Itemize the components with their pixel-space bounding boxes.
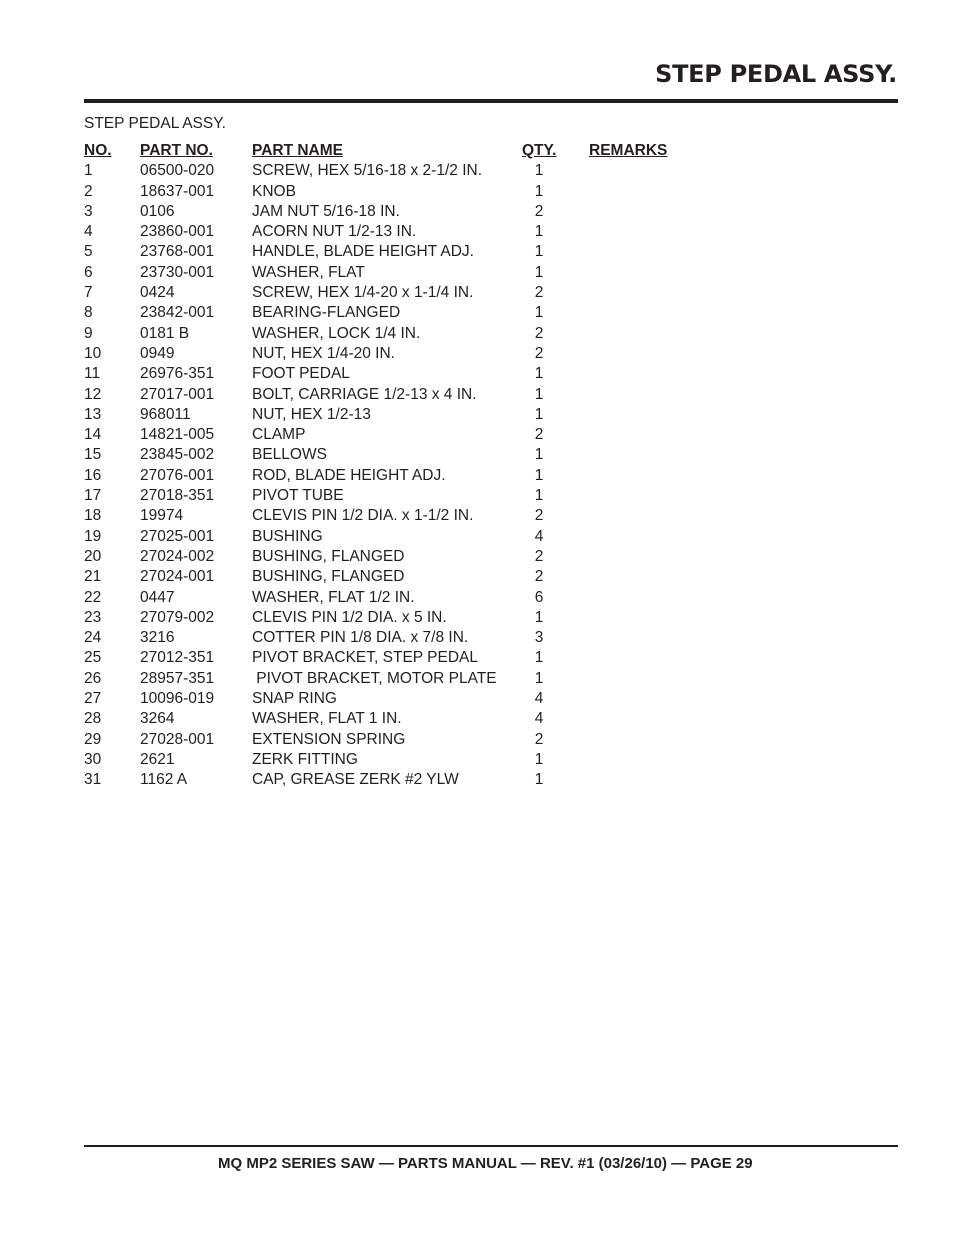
table-row — [84, 222, 684, 242]
cell-no: 22 — [84, 588, 102, 606]
cell-no: 9 — [84, 324, 93, 342]
table-row — [84, 344, 684, 364]
cell-part-no: 27025-001 — [140, 527, 215, 545]
cell-part-no: 23768-001 — [140, 243, 215, 261]
column-header-remarks: REMARKS — [589, 142, 668, 159]
cell-no: 29 — [84, 730, 102, 748]
cell-part-no: 18637-001 — [140, 182, 215, 200]
cell-qty: 2 — [534, 547, 544, 565]
cell-no: 14 — [84, 426, 102, 444]
cell-no: 18 — [84, 507, 102, 525]
cell-qty: 2 — [534, 730, 544, 748]
cell-part-no: 23845-002 — [140, 446, 215, 464]
cell-no: 30 — [84, 750, 102, 768]
cell-part-no: 27024-002 — [140, 547, 215, 565]
cell-part-name: FOOT PEDAL — [252, 365, 350, 383]
table-row — [84, 324, 684, 344]
cell-qty: 1 — [534, 750, 544, 768]
cell-part-no: 27076-001 — [140, 466, 215, 484]
cell-no: 4 — [84, 223, 93, 241]
table-row — [84, 669, 684, 689]
cell-part-name: CLAMP — [252, 426, 306, 444]
cell-part-name: BUSHING — [252, 527, 323, 545]
cell-part-name: ZERK FITTING — [252, 750, 358, 768]
cell-qty: 2 — [534, 507, 544, 525]
cell-part-no: 0106 — [140, 202, 175, 220]
table-header-row — [84, 141, 684, 161]
table-row — [84, 202, 684, 222]
cell-part-name: WASHER, FLAT — [252, 263, 365, 281]
cell-qty: 1 — [534, 243, 544, 261]
table-row — [84, 486, 684, 506]
cell-no: 12 — [84, 385, 102, 403]
table-row — [84, 648, 684, 668]
cell-part-name: BEARING-FLANGED — [252, 304, 401, 322]
cell-part-name: CLEVIS PIN 1/2 DIA. x 5 IN. — [252, 608, 447, 626]
cell-no: 21 — [84, 568, 102, 586]
title-rule — [84, 99, 898, 103]
table-row — [84, 628, 684, 648]
cell-part-name: CLEVIS PIN 1/2 DIA. x 1-1/2 IN. — [252, 507, 474, 525]
table-row — [84, 527, 684, 547]
cell-no: 28 — [84, 710, 102, 728]
cell-no: 15 — [84, 446, 102, 464]
cell-no: 19 — [84, 527, 102, 545]
cell-part-no: 3264 — [140, 710, 175, 728]
table-row — [84, 506, 684, 526]
cell-no: 31 — [84, 771, 102, 789]
cell-part-name: WASHER, FLAT 1 IN. — [252, 710, 402, 728]
table-row — [84, 364, 684, 384]
cell-no: 16 — [84, 466, 102, 484]
cell-qty: 6 — [534, 588, 544, 606]
cell-qty: 1 — [534, 385, 544, 403]
cell-part-no: 0447 — [140, 588, 175, 606]
cell-part-no: 14821-005 — [140, 426, 215, 444]
cell-part-no: 28957-351 — [140, 669, 215, 687]
cell-part-name: CAP, GREASE ZERK #2 YLW — [252, 771, 459, 789]
cell-part-no: 27079-002 — [140, 608, 215, 626]
cell-no: 17 — [84, 487, 102, 505]
cell-part-no: 27024-001 — [140, 568, 215, 586]
cell-qty: 2 — [534, 202, 544, 220]
cell-part-name: PIVOT TUBE — [252, 487, 344, 505]
cell-no: 1 — [84, 162, 93, 180]
cell-qty: 4 — [534, 690, 544, 708]
cell-part-no: 27012-351 — [140, 649, 215, 667]
cell-part-name: BUSHING, FLANGED — [252, 547, 405, 565]
section-caption: STEP PEDAL ASSY. — [84, 115, 226, 132]
cell-no: 2 — [84, 182, 93, 200]
table-row — [84, 445, 684, 465]
cell-part-name: BUSHING, FLANGED — [252, 568, 405, 586]
cell-part-no: 27017-001 — [140, 385, 215, 403]
cell-qty: 1 — [534, 405, 544, 423]
cell-no: 10 — [84, 344, 102, 362]
cell-qty: 2 — [534, 284, 544, 302]
cell-part-no: 27028-001 — [140, 730, 215, 748]
cell-part-name: SCREW, HEX 1/4-20 x 1-1/4 IN. — [252, 284, 474, 302]
cell-qty: 2 — [534, 324, 544, 342]
table-row — [84, 770, 684, 790]
table-row — [84, 608, 684, 628]
cell-qty: 1 — [534, 669, 544, 687]
table-row — [84, 283, 684, 303]
cell-no: 27 — [84, 690, 102, 708]
cell-part-name: HANDLE, BLADE HEIGHT ADJ. — [252, 243, 474, 261]
table-row — [84, 161, 684, 181]
footer-rule — [84, 1145, 898, 1147]
cell-qty: 1 — [534, 446, 544, 464]
cell-no: 24 — [84, 629, 102, 647]
cell-no: 11 — [84, 365, 101, 383]
cell-part-name: JAM NUT 5/16-18 IN. — [252, 202, 400, 220]
cell-qty: 1 — [534, 771, 544, 789]
table-row — [84, 405, 684, 425]
cell-part-no: 3216 — [140, 629, 175, 647]
cell-qty: 1 — [534, 608, 544, 626]
table-row — [84, 303, 684, 323]
table-row — [84, 750, 684, 770]
cell-part-name: SNAP RING — [252, 690, 337, 708]
cell-no: 6 — [84, 263, 93, 281]
column-header-no: NO. — [84, 142, 112, 159]
cell-part-no: 06500-020 — [140, 162, 215, 180]
table-row — [84, 182, 684, 202]
table-row — [84, 547, 684, 567]
cell-qty: 1 — [534, 162, 544, 180]
cell-part-no: 1162 A — [140, 771, 188, 789]
cell-part-name: PIVOT BRACKET, STEP PEDAL — [252, 649, 478, 667]
cell-qty: 1 — [534, 263, 544, 281]
cell-part-name: BOLT, CARRIAGE 1/2-13 x 4 IN. — [252, 385, 477, 403]
cell-qty: 1 — [534, 365, 544, 383]
parts-table — [84, 141, 684, 791]
cell-no: 13 — [84, 405, 102, 423]
cell-qty: 4 — [534, 527, 544, 545]
table-row — [84, 263, 684, 283]
footer-text: MQ MP2 SERIES SAW — PARTS MANUAL — REV. #1 (03/26/10) — PAGE 29 — [218, 1155, 753, 1172]
cell-part-no: 23842-001 — [140, 304, 215, 322]
cell-no: 20 — [84, 547, 102, 565]
cell-part-no: 26976-351 — [140, 365, 215, 383]
cell-qty: 2 — [534, 426, 544, 444]
cell-part-name: SCREW, HEX 5/16-18 x 2-1/2 IN. — [252, 162, 483, 180]
cell-no: 8 — [84, 304, 93, 322]
column-header-qty: QTY. — [522, 142, 557, 159]
cell-qty: 1 — [534, 223, 544, 241]
cell-part-name: ACORN NUT 1/2-13 IN. — [252, 223, 417, 241]
cell-no: 3 — [84, 202, 93, 220]
cell-qty: 4 — [534, 710, 544, 728]
cell-qty: 1 — [534, 182, 544, 200]
column-header-part-name: PART NAME — [252, 142, 343, 159]
cell-part-name: COTTER PIN 1/8 DIA. x 7/8 IN. — [252, 629, 469, 647]
cell-part-no: 2621 — [140, 750, 175, 768]
table-row — [84, 588, 684, 608]
cell-no: 25 — [84, 649, 102, 667]
cell-qty: 2 — [534, 568, 544, 586]
table-row — [84, 567, 684, 587]
cell-part-no: 968011 — [140, 405, 191, 423]
cell-part-name: KNOB — [252, 182, 296, 200]
cell-part-name: ROD, BLADE HEIGHT ADJ. — [252, 466, 446, 484]
table-row — [84, 385, 684, 405]
cell-qty: 2 — [534, 344, 544, 362]
cell-no: 26 — [84, 669, 102, 687]
cell-no: 7 — [84, 284, 93, 302]
cell-no: 5 — [84, 243, 93, 261]
column-header-part-no: PART NO. — [140, 142, 213, 159]
cell-qty: 3 — [534, 629, 544, 647]
table-row — [84, 425, 684, 445]
table-row — [84, 730, 684, 750]
cell-part-name: WASHER, LOCK 1/4 IN. — [252, 324, 421, 342]
cell-part-no: 19974 — [140, 507, 184, 525]
cell-part-name: NUT, HEX 1/2-13 — [252, 405, 371, 423]
table-row — [84, 466, 684, 486]
cell-part-no: 10096-019 — [140, 690, 215, 708]
table-row — [84, 689, 684, 709]
cell-part-no: 27018-351 — [140, 487, 215, 505]
cell-part-name: BELLOWS — [252, 446, 327, 464]
cell-part-no: 0949 — [140, 344, 175, 362]
table-row — [84, 242, 684, 262]
cell-part-no: 23730-001 — [140, 263, 215, 281]
cell-no: 23 — [84, 608, 102, 626]
cell-part-name: PIVOT BRACKET, MOTOR PLATE — [252, 669, 497, 687]
cell-part-no: 0181 B — [140, 324, 190, 342]
cell-part-name: NUT, HEX 1/4-20 IN. — [252, 344, 395, 362]
cell-qty: 1 — [534, 304, 544, 322]
table-row — [84, 709, 684, 729]
cell-qty: 1 — [534, 649, 544, 667]
cell-part-no: 0424 — [140, 284, 175, 302]
cell-qty: 1 — [534, 466, 544, 484]
cell-qty: 1 — [534, 487, 544, 505]
cell-part-name: EXTENSION SPRING — [252, 730, 406, 748]
cell-part-name: WASHER, FLAT 1/2 IN. — [252, 588, 415, 606]
cell-part-no: 23860-001 — [140, 223, 215, 241]
page-title: STEP PEDAL ASSY. — [655, 60, 897, 88]
